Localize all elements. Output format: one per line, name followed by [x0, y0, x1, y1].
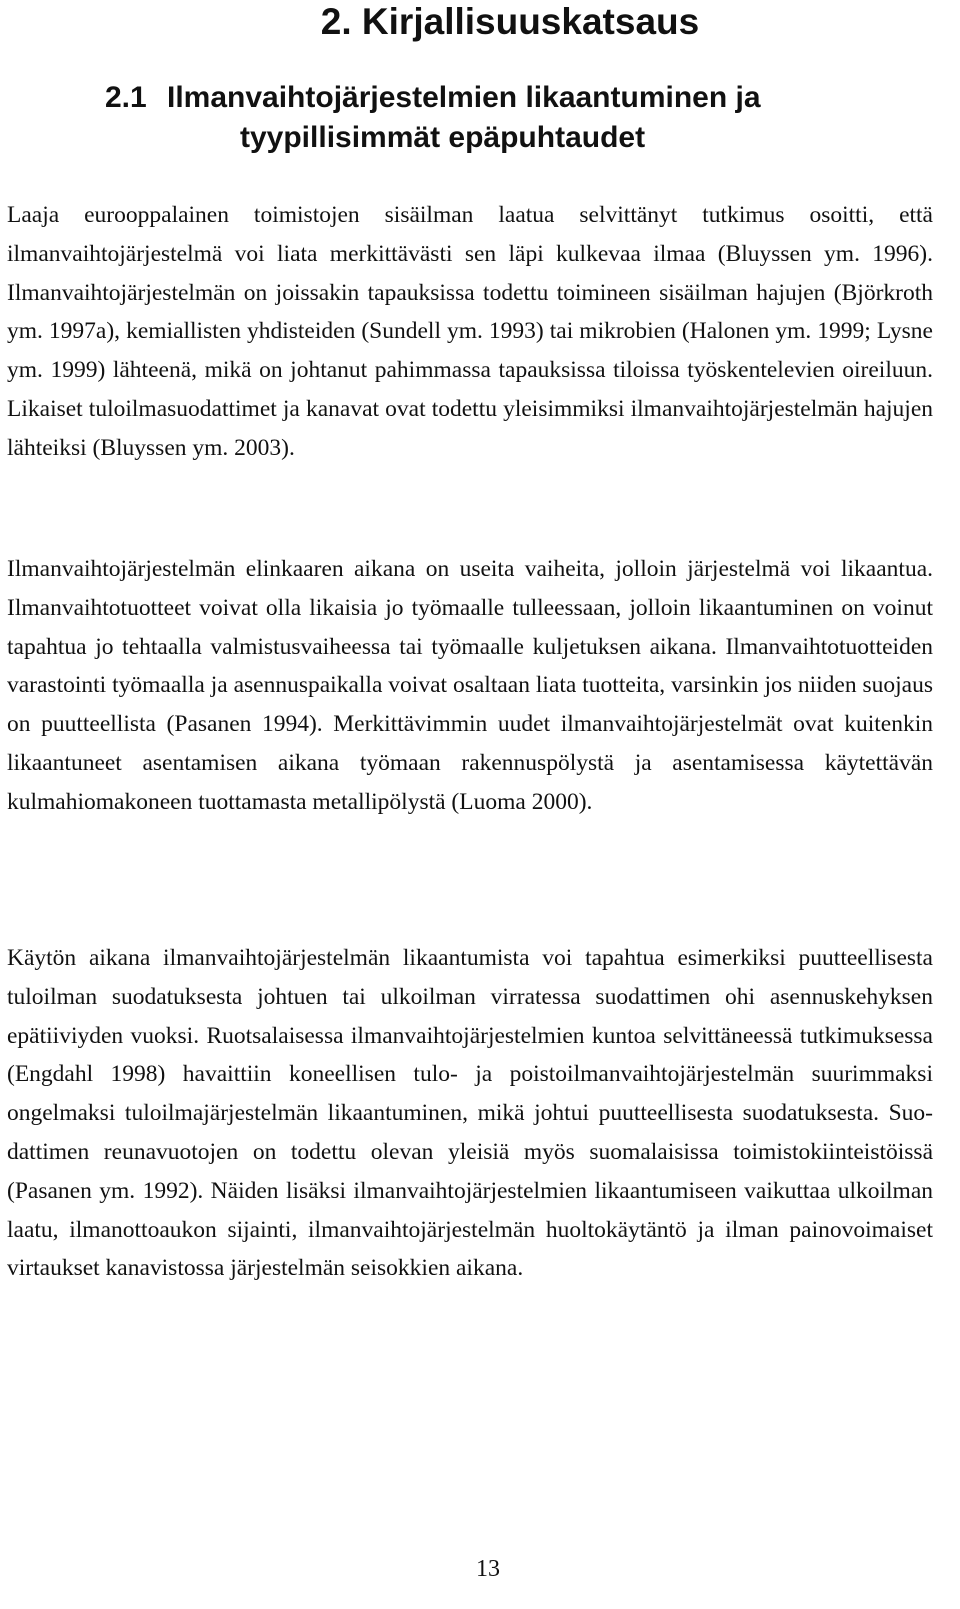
section-title-line-2: tyypillisimmät epäpuhtaudet: [240, 121, 646, 154]
chapter-title: 2. Kirjallisuuskatsaus: [320, 1, 700, 42]
page-number: 13: [476, 1556, 500, 1582]
section-title-line-1: Ilmanvaihtojärjestelmien likaantuminen ja: [167, 81, 761, 114]
paragraph-1: Laaja eurooppalainen toimistojen sisäilman laatua selvittänyt tutkimus osoitti, että ilmanvaihtojärjestelmä voi liata merkittävästi sen läpi kulkevaa ilmaa (Bluyssen ym. 1996). Ilmanvaihtojärjestelmän on joissakin tapauksissa todettu toimineen sisäilman hajujen (Björkroth ym. 1997a), kemiallisten yhdisteiden (Sundell ym. 1993) tai mikrobien (Halonen ym. 1999; Lysne ym. 1999) lähteenä, mikä on johtanut pahimmassa tapauksissa tiloissa työskentelevien oireiluun. Likaiset tuloilmasuodattimet ja kanavat ovat todettu yleisimmiksi ilmanvaihtojärjestelmän hajujen lähteiksi (Bluyssen ym. 2003).: [7, 202, 933, 461]
section-number: 2.1: [105, 81, 147, 114]
section-title: [105, 78, 925, 158]
paragraph-2: Ilmanvaihtojärjestelmän elinkaaren aikana on useita vaiheita, jolloin järjestelmä voi likaantua. Ilmanvaihtotuotteet voivat olla likaisia jo työmaalle tulleessaan, jolloin likaantuminen on voinut tapahtua jo tehtaalla valmistusvaiheessa tai työmaalle kuljetuksen aikana. Ilmanvaihtotuotteiden varastointi työmaalla ja asennuspaikalla voivat osaltaan liata tuotteita, varsinkin jos niiden suojaus on puutteellista (Pasanen 1994). Merkittävimmin uudet ilmanvaihtojärjestelmät ovat kuitenkin likaantuneet asentamisen aikana työmaan rakennuspölystä ja asentamisessa käytettävän kulmahiomakoneen tuottamasta metallipölystä (Luoma 2000).: [7, 556, 933, 815]
paragraph-3: Käytön aikana ilmanvaihtojärjestelmän likaantumista voi tapahtua esimerkiksi puutteellisesta tuloilman suodatuksesta johtuen tai ulkoilman virratessa suodattimen ohi asennuskehyksen epätiiviyden vuoksi. Ruotsalaisessa ilmanvaihtojärjestelmien kuntoa selvittäneessä tutkimuksessa (Engdahl 1998) havaittiin koneellisen tulo- ja poistoilmanvaihtojärjestelmän suurimmaksi ongelmaksi tuloilmajärjestelmän likaantuminen, mikä johtui puutteellisesta suodatuksesta. Suodattimen reunavuotojen on todettu olevan yleisiä myös suomalaisissa toimistokiinteistöissä (Pasanen ym. 1992). Näiden lisäksi ilmanvaihtojärjestelmien likaantumiseen vaikuttaa ulkoilman laatu, ilmanottoaukon sijainti, ilmanvaihtojärjestelmän huoltokäytäntö ja ilman painovoimaiset virtaukset kanavistossa järjestelmän seisokkien aikana.: [7, 945, 933, 1282]
